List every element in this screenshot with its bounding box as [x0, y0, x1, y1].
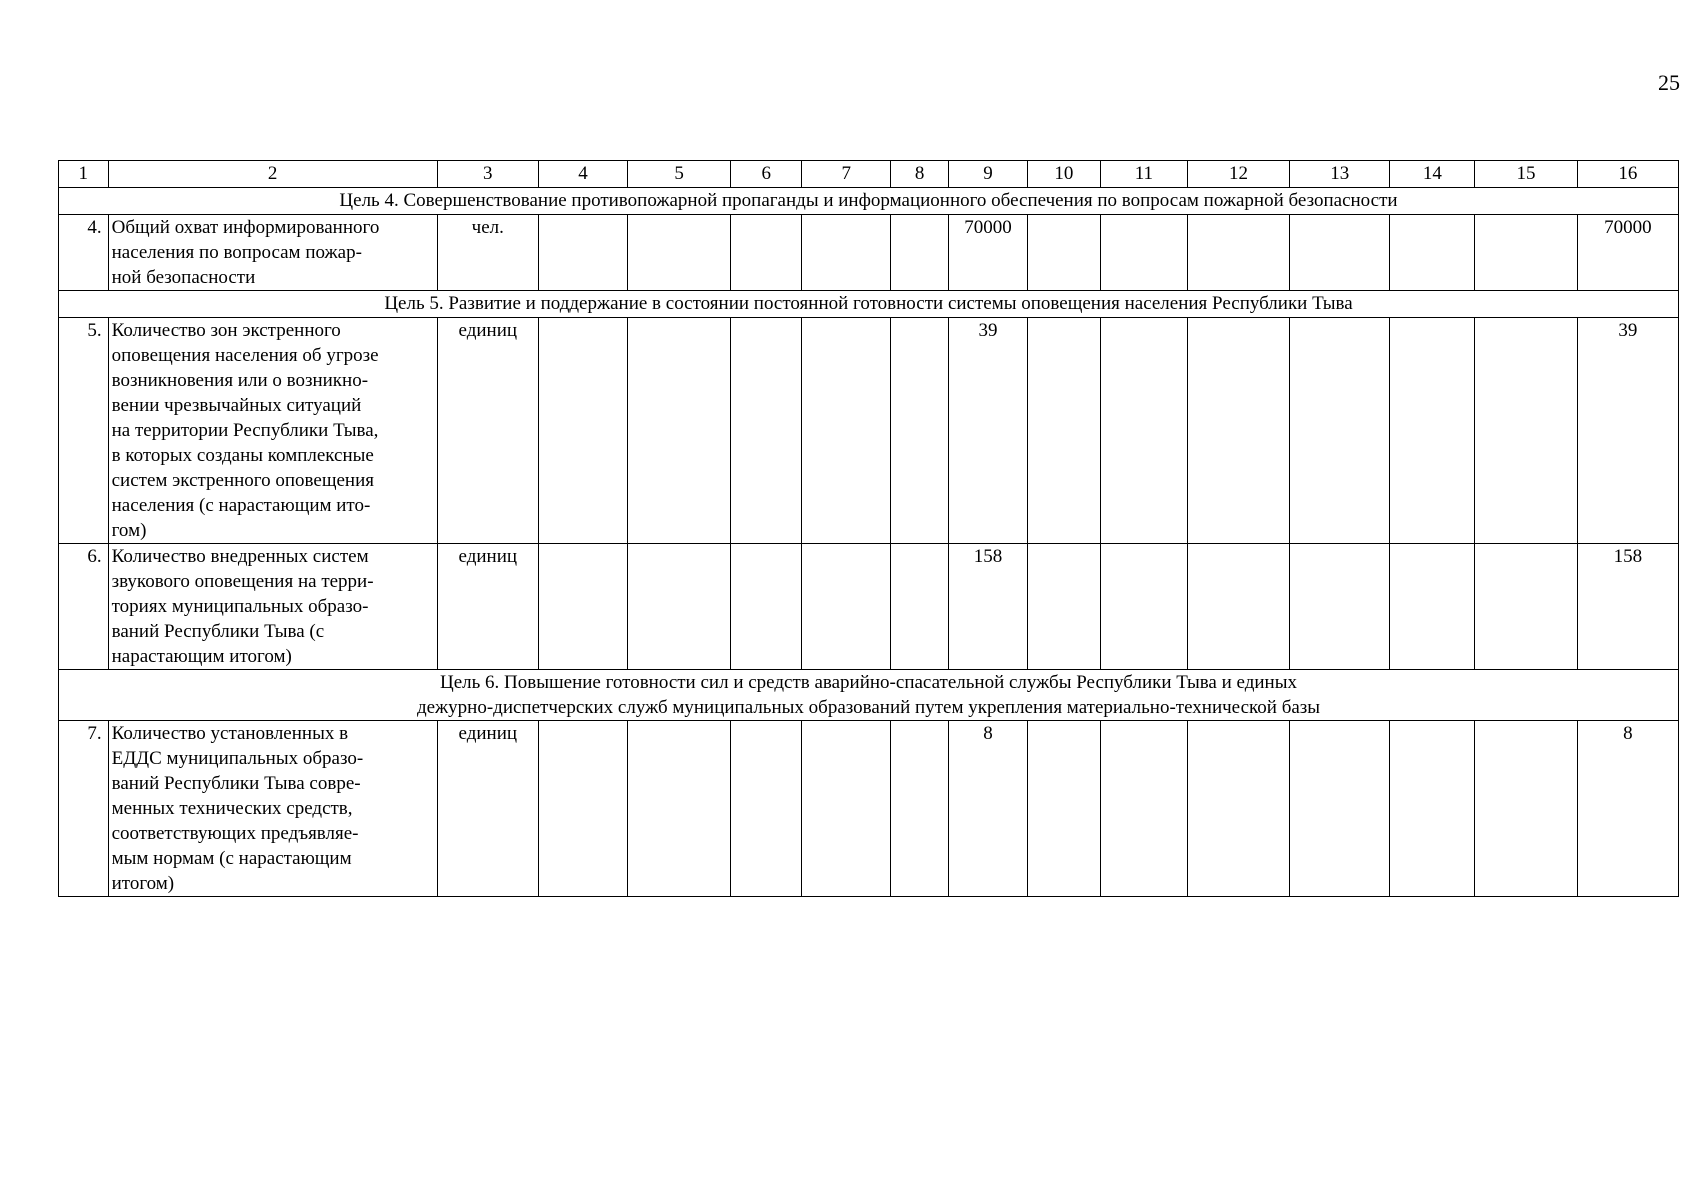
indicator-name-line: вении чрезвычайных ситуаций	[111, 395, 362, 416]
indicator-name-line: оповещения населения об угрозе	[111, 345, 379, 366]
indicator-name	[108, 544, 437, 670]
indicator-name	[108, 318, 437, 544]
column-number: 12	[1187, 161, 1289, 188]
goal-heading	[59, 291, 1679, 318]
empty-cell	[731, 544, 802, 670]
empty-cell	[1290, 544, 1390, 670]
column-number: 16	[1577, 161, 1678, 188]
empty-cell	[1390, 215, 1475, 291]
empty-cell	[891, 544, 949, 670]
indicator-name-line: возникновения или о возникно-	[111, 370, 369, 391]
indicator-name-line: менных технических средств,	[111, 798, 353, 819]
indicator-name-line: ваний Республики Тыва совре-	[111, 773, 361, 794]
column-number: 7	[802, 161, 891, 188]
indicator-name-line: звукового оповещения на терри-	[111, 571, 374, 592]
column-number: 3	[437, 161, 538, 188]
indicator-name	[108, 721, 437, 897]
indicator-name-line: нарастающим итогом)	[111, 646, 292, 667]
empty-cell	[1187, 721, 1289, 897]
empty-cell	[891, 721, 949, 897]
indicator-name-line: Количество установленных в	[111, 723, 349, 744]
column-number: 6	[731, 161, 802, 188]
goal-heading	[59, 670, 1679, 721]
column-number: 14	[1390, 161, 1475, 188]
row-number: 5.	[59, 318, 109, 544]
empty-cell	[802, 721, 891, 897]
empty-cell	[538, 544, 627, 670]
value-col9: 39	[948, 318, 1027, 544]
value-col16: 158	[1577, 544, 1678, 670]
empty-cell	[802, 215, 891, 291]
row-number: 4.	[59, 215, 109, 291]
indicator-name-line: Общий охват информированного	[111, 217, 380, 238]
empty-cell	[731, 215, 802, 291]
empty-cell	[1290, 215, 1390, 291]
empty-cell	[1475, 318, 1577, 544]
empty-cell	[1027, 544, 1100, 670]
empty-cell	[1290, 318, 1390, 544]
empty-cell	[891, 318, 949, 544]
empty-cell	[731, 721, 802, 897]
empty-cell	[628, 544, 731, 670]
value-col16: 39	[1577, 318, 1678, 544]
table-row	[59, 721, 1679, 897]
column-number: 10	[1027, 161, 1100, 188]
column-number: 11	[1100, 161, 1187, 188]
indicator-name-line: Количество внедренных систем	[111, 546, 369, 567]
indicator-name-line: ториях муниципальных образо-	[111, 596, 369, 617]
empty-cell	[1390, 721, 1475, 897]
empty-cell	[1100, 318, 1187, 544]
table-row	[59, 215, 1679, 291]
empty-cell	[731, 318, 802, 544]
goal-line: Цель 6. Повышение готовности сил и средств аварийно-спасательной службы Республики Тыва и единых	[440, 672, 1297, 693]
goal-row	[59, 670, 1679, 721]
unit-cell: единиц	[437, 721, 538, 897]
column-number-row	[59, 161, 1679, 188]
empty-cell	[1027, 215, 1100, 291]
empty-cell	[1100, 544, 1187, 670]
empty-cell	[628, 215, 731, 291]
empty-cell	[1390, 544, 1475, 670]
empty-cell	[538, 215, 627, 291]
indicator-name-line: ной безопасности	[111, 267, 256, 288]
table-row	[59, 318, 1679, 544]
table-row	[59, 544, 1679, 670]
page-number: 25	[1658, 70, 1680, 95]
empty-cell	[1290, 721, 1390, 897]
goal-heading	[59, 188, 1679, 215]
unit-cell: единиц	[437, 318, 538, 544]
indicator-name-line: систем экстренного оповещения	[111, 470, 374, 491]
indicator-name-line: итогом)	[111, 873, 175, 894]
indicators-table	[58, 160, 1679, 897]
value-col16: 70000	[1577, 215, 1678, 291]
empty-cell	[1475, 721, 1577, 897]
value-col9: 70000	[948, 215, 1027, 291]
goal-line: дежурно-диспетчерских служб муниципальных образований путем укрепления материально-технической базы	[416, 697, 1321, 718]
indicator-name-line: в которых созданы комплексные	[111, 445, 374, 466]
empty-cell	[802, 544, 891, 670]
column-number: 5	[628, 161, 731, 188]
unit-cell: единиц	[437, 544, 538, 670]
column-number: 1	[59, 161, 109, 188]
empty-cell	[1187, 215, 1289, 291]
indicator-name	[108, 215, 437, 291]
goal-line: Цель 4. Совершенствование противопожарной пропаганды и информационного обеспечения по вопросам пожарной безопасности	[339, 190, 1398, 211]
column-number: 9	[948, 161, 1027, 188]
empty-cell	[1027, 721, 1100, 897]
column-number: 8	[891, 161, 949, 188]
indicator-name-line: мым нормам (с нарастающим	[111, 848, 352, 869]
row-number: 7.	[59, 721, 109, 897]
empty-cell	[1475, 215, 1577, 291]
indicator-name-line: соответствующих предъявляе-	[111, 823, 359, 844]
indicator-name-line: населения (с нарастающим ито-	[111, 495, 371, 516]
column-number: 13	[1290, 161, 1390, 188]
indicator-name-line: населения по вопросам пожар-	[111, 242, 362, 263]
indicator-name-line: ваний Республики Тыва (с	[111, 621, 325, 642]
empty-cell	[1100, 215, 1187, 291]
unit-cell: чел.	[437, 215, 538, 291]
indicator-name-line: Количество зон экстренного	[111, 320, 341, 341]
empty-cell	[538, 318, 627, 544]
value-col16: 8	[1577, 721, 1678, 897]
empty-cell	[891, 215, 949, 291]
empty-cell	[802, 318, 891, 544]
empty-cell	[628, 318, 731, 544]
indicator-name-line: ЕДДС муниципальных образо-	[111, 748, 364, 769]
goal-row	[59, 291, 1679, 318]
row-number: 6.	[59, 544, 109, 670]
column-number: 15	[1475, 161, 1577, 188]
goal-line: Цель 5. Развитие и поддержание в состоянии постоянной готовности системы оповещения населения Республики Тыва	[384, 293, 1353, 314]
empty-cell	[1475, 544, 1577, 670]
indicator-name-line: гом)	[111, 520, 147, 541]
indicator-name-line: на территории Республики Тыва,	[111, 420, 379, 441]
empty-cell	[1390, 318, 1475, 544]
empty-cell	[1187, 544, 1289, 670]
empty-cell	[1187, 318, 1289, 544]
goal-row	[59, 188, 1679, 215]
value-col9: 8	[948, 721, 1027, 897]
column-number: 2	[108, 161, 437, 188]
column-number: 4	[538, 161, 627, 188]
empty-cell	[1100, 721, 1187, 897]
empty-cell	[1027, 318, 1100, 544]
empty-cell	[628, 721, 731, 897]
value-col9: 158	[948, 544, 1027, 670]
empty-cell	[538, 721, 627, 897]
